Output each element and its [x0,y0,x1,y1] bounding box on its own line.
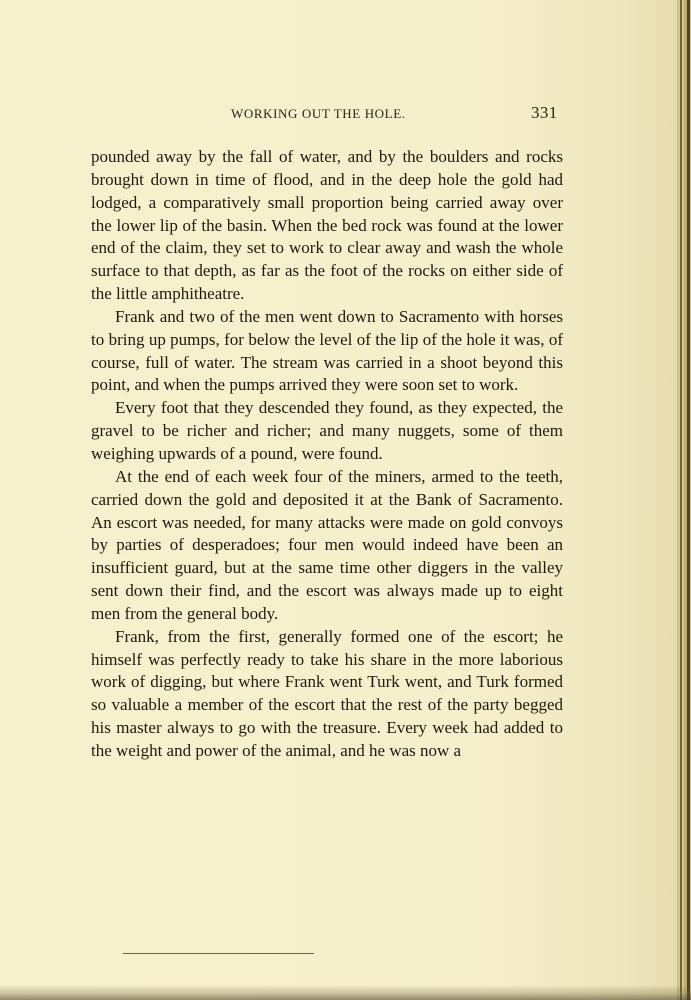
paragraph: At the end of each week four of the miners, armed to the teeth, carried down the gold and deposited it at the Bank of Sacramento. An escort was needed, for many attacks were made on gold convoys by parties of desperadoes; four men would indeed have been an insufficient guard, but at the same time other diggers in the valley sent down their find, and the escort was always made up to eight men from the general body. [91,466,563,623]
running-head [0,102,677,128]
page-edge [677,0,691,1000]
page-edge-line [687,0,690,1000]
footer-rule [123,953,314,954]
body-text [91,146,563,763]
paragraph: Frank, from the first, generally formed one of the escort; he himself was perfectly ready to take his share in the more laborious work of digging, but where Frank went Turk went, and Turk formed so valuable a member of the escort that the rest of the party begged his master always to go with the treasure. Every week had added to the weight and power of the animal, and he was now a [91,626,563,760]
page-bottom-shadow [0,985,691,1000]
paragraph: Frank and two of the men went down to Sacramento with horses to bring up pumps, for below the level of the lip of the hole it was, of course, full of water. The stream was carried in a shoot beyond this point, and when the pumps arrived they were soon set to work. [91,306,563,395]
page-number: 331 [531,103,558,122]
paragraph: Every foot that they descended they found, as they expected, the gravel to be richer and richer; and many nuggets, some of them weighing upwards of a pound, were found. [91,398,563,463]
chapter-running-title: WORKING OUT THE HOLE. [231,106,406,121]
page-edge-line [680,0,682,1000]
paragraph: pounded away by the fall of water, and by the boulders and rocks brought down in time of flood, and in the deep hole the gold had lodged, a comparatively small proportion being carried away over the lower lip of the basin. When the bed rock was found at the lower end of the claim, they set to work to clear away and wash the whole surface to that depth, as far as the foot of the rocks on either side of the little amphitheatre. [91,147,563,304]
